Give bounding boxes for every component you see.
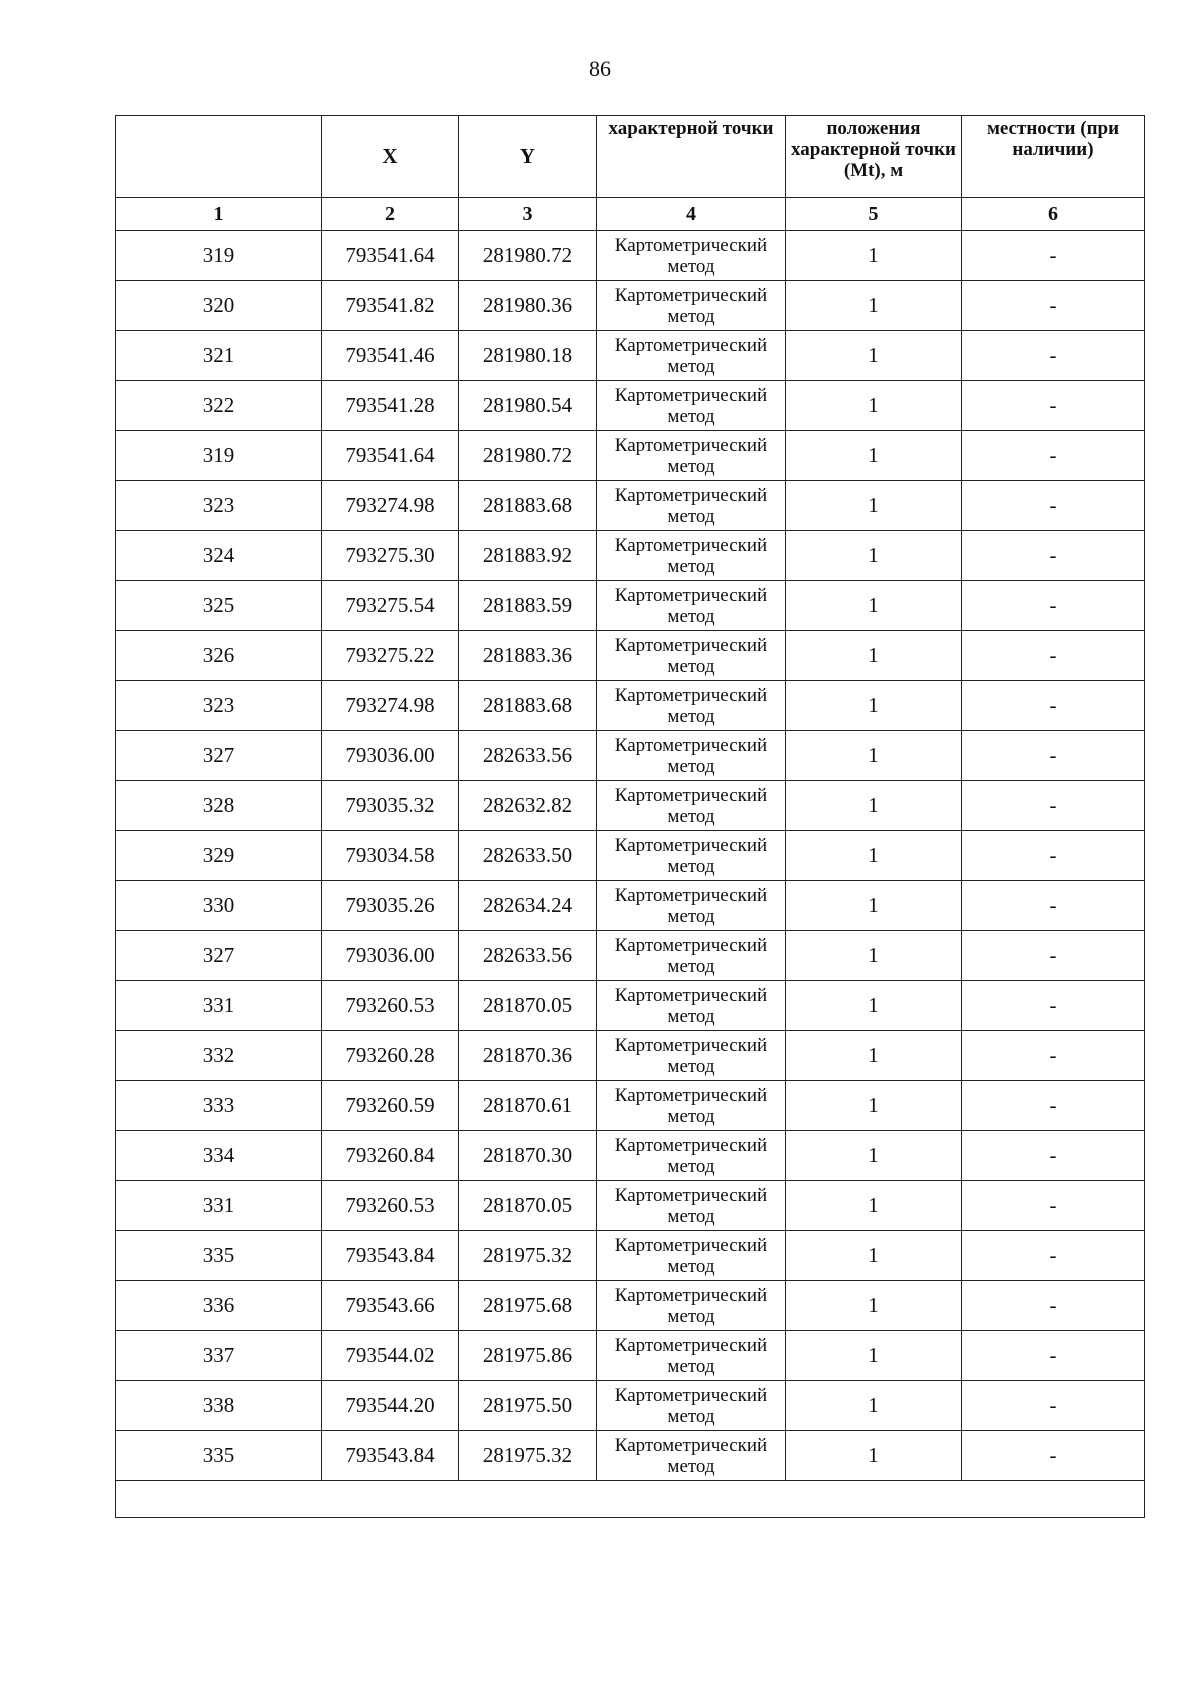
cell-y: 282633.56 bbox=[459, 731, 597, 781]
method-line-1: Картометрический bbox=[614, 284, 768, 306]
cell-y: 281975.32 bbox=[459, 1431, 597, 1481]
cell-method bbox=[597, 1181, 786, 1231]
header-cell-point-number bbox=[116, 116, 322, 198]
cell-method bbox=[597, 231, 786, 281]
method-line-2: метод bbox=[667, 755, 715, 777]
cell-y: 281975.68 bbox=[459, 1281, 597, 1331]
cell-accuracy: 1 bbox=[786, 531, 962, 581]
cell-description: - bbox=[962, 581, 1145, 631]
cell-method bbox=[597, 331, 786, 381]
cell-point-number: 333 bbox=[116, 1081, 322, 1131]
cell-y: 281883.68 bbox=[459, 681, 597, 731]
cell-accuracy: 1 bbox=[786, 631, 962, 681]
cell-accuracy: 1 bbox=[786, 481, 962, 531]
method-line-2: метод bbox=[667, 905, 715, 927]
cell-x: 793275.30 bbox=[322, 531, 459, 581]
cell-x: 793541.28 bbox=[322, 381, 459, 431]
cell-x: 793035.32 bbox=[322, 781, 459, 831]
cell-point-number: 331 bbox=[116, 1181, 322, 1231]
method-line-2: метод bbox=[667, 305, 715, 327]
cell-y: 281980.18 bbox=[459, 331, 597, 381]
method-line-1: Картометрический bbox=[614, 1134, 768, 1156]
method-line-1: Картометрический bbox=[614, 734, 768, 756]
cell-y: 281870.30 bbox=[459, 1131, 597, 1181]
table-row bbox=[116, 581, 1145, 631]
method-line-2: метод bbox=[667, 1155, 715, 1177]
table-row bbox=[116, 1031, 1145, 1081]
method-line-1: Картометрический bbox=[614, 884, 768, 906]
cell-accuracy: 1 bbox=[786, 931, 962, 981]
cell-point-number: 321 bbox=[116, 331, 322, 381]
cell-y: 281980.36 bbox=[459, 281, 597, 331]
column-number: 3 bbox=[459, 198, 597, 231]
cell-method bbox=[597, 881, 786, 931]
cell-x: 793036.00 bbox=[322, 731, 459, 781]
cell-y: 281870.05 bbox=[459, 1181, 597, 1231]
cell-y: 281975.86 bbox=[459, 1331, 597, 1381]
cell-accuracy: 1 bbox=[786, 1181, 962, 1231]
cell-accuracy: 1 bbox=[786, 1331, 962, 1381]
header-cell-y: Y bbox=[459, 116, 597, 198]
cell-y: 281975.50 bbox=[459, 1381, 597, 1431]
header-cell-description: местности (при наличии) bbox=[962, 116, 1145, 198]
method-line-2: метод bbox=[667, 455, 715, 477]
method-line-1: Картометрический bbox=[614, 434, 768, 456]
cell-y: 281870.61 bbox=[459, 1081, 597, 1131]
cell-description: - bbox=[962, 481, 1145, 531]
cell-description: - bbox=[962, 881, 1145, 931]
method-line-1: Картометрический bbox=[614, 584, 768, 606]
cell-description: - bbox=[962, 231, 1145, 281]
table-body bbox=[116, 231, 1145, 1518]
table-row bbox=[116, 1431, 1145, 1481]
cell-x: 793543.84 bbox=[322, 1431, 459, 1481]
cell-description: - bbox=[962, 1281, 1145, 1331]
cell-description: - bbox=[962, 281, 1145, 331]
table-row bbox=[116, 481, 1145, 531]
cell-accuracy: 1 bbox=[786, 881, 962, 931]
cell-description: - bbox=[962, 1331, 1145, 1381]
cell-x: 793260.28 bbox=[322, 1031, 459, 1081]
cell-x: 793543.66 bbox=[322, 1281, 459, 1331]
cell-accuracy: 1 bbox=[786, 581, 962, 631]
cell-x: 793274.98 bbox=[322, 681, 459, 731]
cell-method bbox=[597, 981, 786, 1031]
cell-method bbox=[597, 1081, 786, 1131]
column-number: 5 bbox=[786, 198, 962, 231]
cell-accuracy: 1 bbox=[786, 831, 962, 881]
method-line-1: Картометрический bbox=[614, 534, 768, 556]
cell-y: 281975.32 bbox=[459, 1231, 597, 1281]
cell-method bbox=[597, 1381, 786, 1431]
cell-description: - bbox=[962, 431, 1145, 481]
table-row bbox=[116, 1131, 1145, 1181]
method-line-1: Картометрический bbox=[614, 384, 768, 406]
table-row bbox=[116, 831, 1145, 881]
method-line-1: Картометрический bbox=[614, 234, 768, 256]
table-row bbox=[116, 981, 1145, 1031]
table-row bbox=[116, 531, 1145, 581]
cell-method bbox=[597, 931, 786, 981]
cell-x: 793260.53 bbox=[322, 1181, 459, 1231]
method-line-1: Картометрический bbox=[614, 934, 768, 956]
table-row bbox=[116, 681, 1145, 731]
method-line-2: метод bbox=[667, 1105, 715, 1127]
cell-x: 793034.58 bbox=[322, 831, 459, 881]
cell-accuracy: 1 bbox=[786, 331, 962, 381]
method-line-2: метод bbox=[667, 1255, 715, 1277]
cell-method bbox=[597, 831, 786, 881]
column-number-row bbox=[116, 198, 1145, 231]
cell-x: 793541.64 bbox=[322, 431, 459, 481]
cell-accuracy: 1 bbox=[786, 431, 962, 481]
header-cell-accuracy: положения характерной точки (Mt), м bbox=[786, 116, 962, 198]
table-row bbox=[116, 1081, 1145, 1131]
empty-footer-row bbox=[116, 1481, 1145, 1518]
cell-x: 793260.53 bbox=[322, 981, 459, 1031]
cell-point-number: 328 bbox=[116, 781, 322, 831]
cell-method bbox=[597, 481, 786, 531]
cell-accuracy: 1 bbox=[786, 781, 962, 831]
cell-description: - bbox=[962, 531, 1145, 581]
cell-point-number: 323 bbox=[116, 481, 322, 531]
cell-x: 793275.22 bbox=[322, 631, 459, 681]
cell-x: 793036.00 bbox=[322, 931, 459, 981]
cell-method bbox=[597, 1431, 786, 1481]
table-row bbox=[116, 781, 1145, 831]
method-line-1: Картометрический bbox=[614, 784, 768, 806]
method-line-1: Картометрический bbox=[614, 1434, 768, 1456]
cell-point-number: 324 bbox=[116, 531, 322, 581]
cell-y: 281870.05 bbox=[459, 981, 597, 1031]
cell-method bbox=[597, 281, 786, 331]
cell-point-number: 337 bbox=[116, 1331, 322, 1381]
cell-point-number: 319 bbox=[116, 431, 322, 481]
column-number: 1 bbox=[116, 198, 322, 231]
empty-cell bbox=[116, 1481, 1145, 1518]
cell-point-number: 330 bbox=[116, 881, 322, 931]
method-line-2: метод bbox=[667, 1355, 715, 1377]
page-number: 86 bbox=[589, 56, 611, 81]
method-line-2: метод bbox=[667, 1055, 715, 1077]
cell-y: 281883.68 bbox=[459, 481, 597, 531]
method-line-2: метод bbox=[667, 405, 715, 427]
cell-point-number: 338 bbox=[116, 1381, 322, 1431]
cell-y: 281883.92 bbox=[459, 531, 597, 581]
cell-point-number: 335 bbox=[116, 1231, 322, 1281]
cell-accuracy: 1 bbox=[786, 681, 962, 731]
cell-x: 793260.59 bbox=[322, 1081, 459, 1131]
cell-accuracy: 1 bbox=[786, 231, 962, 281]
cell-description: - bbox=[962, 331, 1145, 381]
cell-x: 793274.98 bbox=[322, 481, 459, 531]
cell-method bbox=[597, 581, 786, 631]
method-line-1: Картометрический bbox=[614, 984, 768, 1006]
cell-description: - bbox=[962, 731, 1145, 781]
table-row bbox=[116, 931, 1145, 981]
cell-method bbox=[597, 631, 786, 681]
cell-x: 793541.82 bbox=[322, 281, 459, 331]
cell-description: - bbox=[962, 781, 1145, 831]
column-number: 6 bbox=[962, 198, 1145, 231]
table-row bbox=[116, 881, 1145, 931]
cell-description: - bbox=[962, 681, 1145, 731]
table-row bbox=[116, 431, 1145, 481]
cell-description: - bbox=[962, 931, 1145, 981]
cell-description: - bbox=[962, 1081, 1145, 1131]
cell-x: 793260.84 bbox=[322, 1131, 459, 1181]
cell-point-number: 327 bbox=[116, 931, 322, 981]
cell-method bbox=[597, 781, 786, 831]
cell-accuracy: 1 bbox=[786, 731, 962, 781]
table-row bbox=[116, 281, 1145, 331]
method-line-1: Картометрический bbox=[614, 834, 768, 856]
cell-y: 281883.36 bbox=[459, 631, 597, 681]
cell-description: - bbox=[962, 1131, 1145, 1181]
header-cell-x: X bbox=[322, 116, 459, 198]
method-line-1: Картометрический bbox=[614, 334, 768, 356]
table-row bbox=[116, 331, 1145, 381]
table-row bbox=[116, 1181, 1145, 1231]
method-line-2: метод bbox=[667, 255, 715, 277]
cell-point-number: 332 bbox=[116, 1031, 322, 1081]
cell-accuracy: 1 bbox=[786, 1231, 962, 1281]
table-row bbox=[116, 1281, 1145, 1331]
cell-x: 793541.46 bbox=[322, 331, 459, 381]
cell-x: 793544.02 bbox=[322, 1331, 459, 1381]
cell-description: - bbox=[962, 831, 1145, 881]
cell-accuracy: 1 bbox=[786, 1431, 962, 1481]
cell-point-number: 336 bbox=[116, 1281, 322, 1331]
cell-accuracy: 1 bbox=[786, 1131, 962, 1181]
cell-y: 281980.72 bbox=[459, 231, 597, 281]
cell-x: 793544.20 bbox=[322, 1381, 459, 1431]
cell-x: 793543.84 bbox=[322, 1231, 459, 1281]
table-row bbox=[116, 1231, 1145, 1281]
cell-point-number: 327 bbox=[116, 731, 322, 781]
cell-method bbox=[597, 1231, 786, 1281]
cell-description: - bbox=[962, 1031, 1145, 1081]
cell-accuracy: 1 bbox=[786, 1031, 962, 1081]
cell-method bbox=[597, 531, 786, 581]
method-line-2: метод bbox=[667, 605, 715, 627]
cell-point-number: 335 bbox=[116, 1431, 322, 1481]
table-row bbox=[116, 1331, 1145, 1381]
cell-y: 282634.24 bbox=[459, 881, 597, 931]
cell-y: 281980.72 bbox=[459, 431, 597, 481]
method-line-1: Картометрический bbox=[614, 484, 768, 506]
cell-point-number: 320 bbox=[116, 281, 322, 331]
method-line-2: метод bbox=[667, 1005, 715, 1027]
cell-point-number: 331 bbox=[116, 981, 322, 1031]
cell-y: 281870.36 bbox=[459, 1031, 597, 1081]
method-line-2: метод bbox=[667, 1455, 715, 1477]
method-line-1: Картометрический bbox=[614, 1384, 768, 1406]
column-number: 2 bbox=[322, 198, 459, 231]
cell-method bbox=[597, 1031, 786, 1081]
method-line-1: Картометрический bbox=[614, 1234, 768, 1256]
method-line-1: Картометрический bbox=[614, 684, 768, 706]
method-line-1: Картометрический bbox=[614, 1284, 768, 1306]
method-line-1: Картометрический bbox=[614, 1334, 768, 1356]
method-line-1: Картометрический bbox=[614, 1034, 768, 1056]
cell-point-number: 326 bbox=[116, 631, 322, 681]
method-line-2: метод bbox=[667, 705, 715, 727]
method-line-2: метод bbox=[667, 355, 715, 377]
cell-description: - bbox=[962, 1231, 1145, 1281]
method-line-2: метод bbox=[667, 505, 715, 527]
table-row bbox=[116, 731, 1145, 781]
cell-x: 793541.64 bbox=[322, 231, 459, 281]
cell-point-number: 334 bbox=[116, 1131, 322, 1181]
cell-method bbox=[597, 681, 786, 731]
cell-description: - bbox=[962, 1381, 1145, 1431]
method-line-2: метод bbox=[667, 1205, 715, 1227]
cell-accuracy: 1 bbox=[786, 281, 962, 331]
method-line-2: метод bbox=[667, 1405, 715, 1427]
cell-y: 281883.59 bbox=[459, 581, 597, 631]
method-line-2: метод bbox=[667, 805, 715, 827]
cell-description: - bbox=[962, 1181, 1145, 1231]
cell-accuracy: 1 bbox=[786, 1281, 962, 1331]
cell-description: - bbox=[962, 981, 1145, 1031]
cell-point-number: 325 bbox=[116, 581, 322, 631]
cell-point-number: 323 bbox=[116, 681, 322, 731]
method-line-2: метод bbox=[667, 1305, 715, 1327]
method-line-2: метод bbox=[667, 655, 715, 677]
cell-x: 793035.26 bbox=[322, 881, 459, 931]
cell-x: 793275.54 bbox=[322, 581, 459, 631]
column-number: 4 bbox=[597, 198, 786, 231]
cell-accuracy: 1 bbox=[786, 381, 962, 431]
cell-y: 282633.50 bbox=[459, 831, 597, 881]
method-line-2: метод bbox=[667, 955, 715, 977]
cell-y: 282633.56 bbox=[459, 931, 597, 981]
table-row bbox=[116, 631, 1145, 681]
cell-method bbox=[597, 1331, 786, 1381]
cell-description: - bbox=[962, 631, 1145, 681]
cell-y: 281980.54 bbox=[459, 381, 597, 431]
cell-point-number: 319 bbox=[116, 231, 322, 281]
cell-description: - bbox=[962, 381, 1145, 431]
cell-method bbox=[597, 1281, 786, 1331]
cell-accuracy: 1 bbox=[786, 1381, 962, 1431]
cell-description: - bbox=[962, 1431, 1145, 1481]
table-row bbox=[116, 1381, 1145, 1431]
table-header-row bbox=[116, 116, 1145, 198]
cell-accuracy: 1 bbox=[786, 1081, 962, 1131]
header-cell-method: характерной точки bbox=[597, 116, 786, 198]
method-line-1: Картометрический bbox=[614, 1084, 768, 1106]
cell-y: 282632.82 bbox=[459, 781, 597, 831]
cell-point-number: 322 bbox=[116, 381, 322, 431]
cell-method bbox=[597, 1131, 786, 1181]
cell-method bbox=[597, 381, 786, 431]
method-line-1: Картометрический bbox=[614, 1184, 768, 1206]
method-line-2: метод bbox=[667, 855, 715, 877]
table-row bbox=[116, 231, 1145, 281]
coordinates-table bbox=[115, 115, 1145, 1518]
cell-accuracy: 1 bbox=[786, 981, 962, 1031]
method-line-2: метод bbox=[667, 555, 715, 577]
cell-point-number: 329 bbox=[116, 831, 322, 881]
method-line-1: Картометрический bbox=[614, 634, 768, 656]
cell-method bbox=[597, 731, 786, 781]
cell-method bbox=[597, 431, 786, 481]
table-row bbox=[116, 381, 1145, 431]
